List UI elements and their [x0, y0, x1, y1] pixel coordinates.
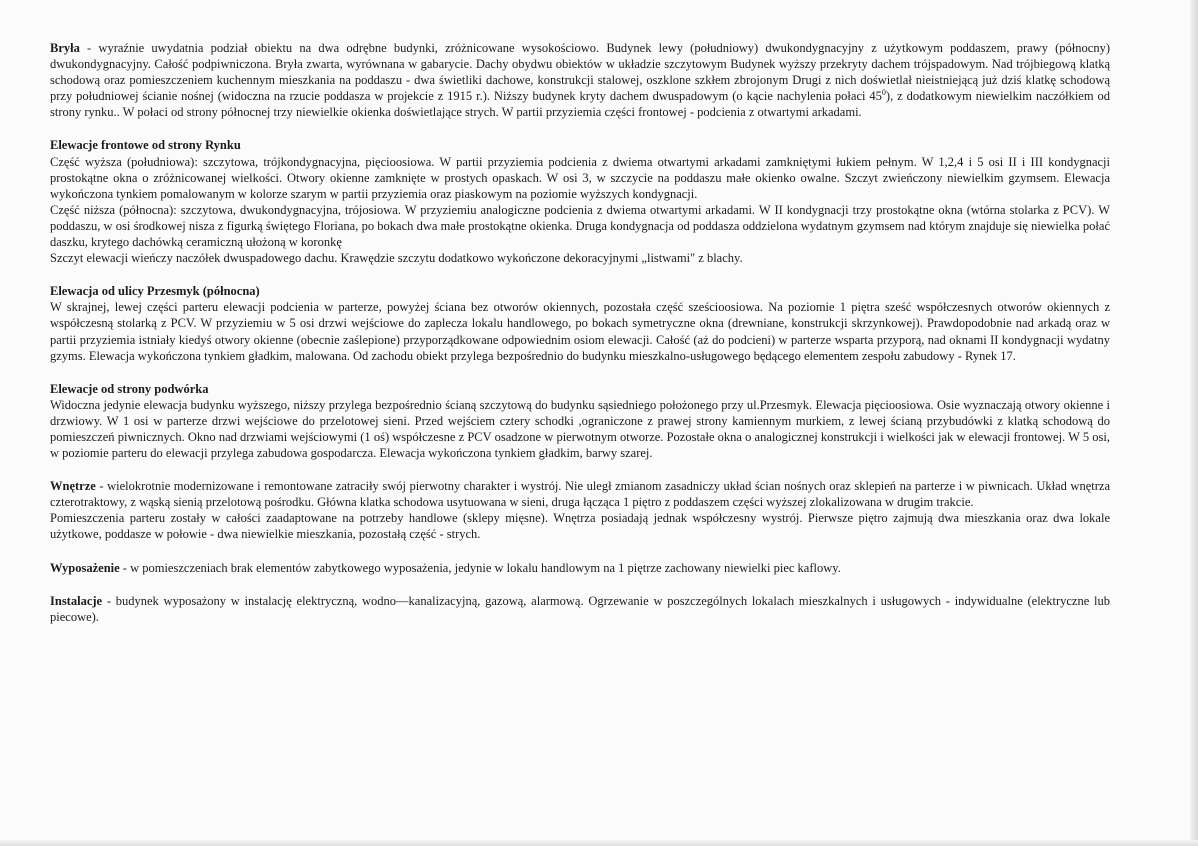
- paragraph: Część niższa (północna): szczytowa, dwukondygnacyjna, trójosiowa. W przyziemiu analogiczne podcienia z dwiema otwartymi arkadami. W II kondygnacji trzy prostokątne okna (wtórna stolarka z PCV). W poddaszu, w osi środkowej nisza z figurką świętego Floriana, po bokach dwa małe prostokątne okienka. Druga kondygnacja od poddasza oddzielona wydatnym gzymsem nad którym znajduje się niewielka połać daszku, krytego dachówką ceramiczną ułożoną w koronkę: [50, 202, 1110, 250]
- paragraph: [50, 478, 1110, 510]
- section-elewacja-przesmyk: [50, 283, 1110, 363]
- paragraph: Pomieszczenia parteru zostały w całości zaadaptowane na potrzeby handlowe (sklepy mięsne). Wnętrza posiadają jednak współczesny wystrój. Pierwsze piętro zajmują dwa mieszkania oraz dwa lokale użytkowe, poddasze w połowie - dwa niewielkie mieszkania, pozostałą część - strych.: [50, 511, 1110, 542]
- paragraph: W skrajnej, lewej części parteru elewacji podcienia w parterze, powyżej ściana bez otworów okiennych, pozostała część sześcioosiowa. Na poziomie 1 piętra sześć współczesnych otworów okiennych z współczesną stolarką z PCV. W przyziemiu w 5 osi drzwi wejściowe do zaplecza lokalu handlowego, po bokach symetryczne okna (drewniane, konstrukcji skrzynkowej). Prawdopodobnie nad arkadą oraz w partii przyziemia istniały kiedyś otwory okienne (obecnie zaślepione) przyporządkowane odpowiednim osiom elewacji. Całość (aż do podcieni) w parterze wsparta przyporą, nad oknami II kondygnacji wydatny gzyms. Elewacja wykończona tynkiem gładkim, malowana. Od zachodu obiekt przylega bezpośrednio do budynku mieszkalno-usługowego będącego elementem zespołu zabudowy - Rynek 17.: [50, 300, 1110, 363]
- section-heading: Elewacje od strony podwórka: [50, 381, 209, 396]
- paragraph: [50, 40, 1110, 120]
- section-bryla: [50, 40, 1110, 120]
- paragraph-text: - wyraźnie uwydatnia podział obiektu na dwa odrębne budynki, zróżnicowane wysokościowo. Budynek lewy (południowy) dwukondygnacyjny z użytkowym poddaszem, prawy (północny) dwukondygnacyjny. Całość podpiwniczona. Bryła zwarta, wyrównana w gabarycie. Dachy obydwu obiektów w układzie szczytowym Budynek wyższy przekryty dachem trójspadowym. Nad trójbiegową klatką schodową oraz pomieszczeniem kuchennym mieszkania na poddaszu - dwa świetliki dachowe, konstrukcji stalowej, oszklone szkłem zbrojonym Drugi z nich doświetlał nieistniejącą już dziś klatkę schodową przy południowej ścianie nośnej (widoczna na rzucie poddasza w projekcie z 1915 r.). Niższy budynek kryty dachem dwuspadowym (o kącie nachylenia połaci 45: [50, 41, 1110, 104]
- section-elewacje-frontowe: [50, 137, 1110, 266]
- section-heading: Instalacje: [50, 593, 103, 608]
- paragraph: [50, 593, 1110, 625]
- paragraph: Szczyt elewacji wieńczy naczółek dwuspadowego dachu. Krawędzie szczytu dodatkowo wykończone dekoracyjnymi „listwami" z blachy.: [50, 251, 743, 266]
- section-elewacje-podworko: [50, 381, 1110, 461]
- section-wyposazenie: [50, 560, 1110, 576]
- scan-edge-shadow: [1190, 0, 1198, 846]
- paragraph: Część wyższa (południowa): szczytowa, trójkondygnacyjna, pięcioosiowa. W partii przyziemia podcienia z dwiema otwartymi arkadami zamkniętymi łukiem pełnym. W 1,2,4 i 5 osi II i III kondygnacji prostokątne okna o zróżnicowanej wielkości. Otwory okienne zamknięte w prostych opaskach. W osi 3, w szczycie na poddaszu małe okienko owalne. Szczyt zwieńczony niewielkim gzymsem. Elewacja wykończona tynkiem pomalowanym w kolorze szarym w partii przyziemia oraz piaskowym na poziomie wyższych kondygnacji.: [50, 154, 1110, 201]
- paragraph-text: ), z dodatkowym niewielkim naczółkiem od strony rynku.. W połaci od strony północnej trzy niewielkie okienka doświetlające strych. W partii przyziemia części frontowej - podcienia z otwartymi arkadami.: [50, 89, 1110, 120]
- paragraph: [50, 560, 1110, 576]
- paragraph-text: - w pomieszczeniach brak elementów zabytkowego wyposażenia, jedynie w lokalu handlowym na 1 piętrze zachowany niewielki piec kaflowy.: [119, 560, 841, 575]
- section-heading: Bryła: [50, 41, 80, 55]
- paragraph: Widoczna jedynie elewacja budynku wyższego, niższy przylega bezpośrednio ścianą szczytową do budynku sąsiedniego położonego przy ul.Przesmyk. Elewacja pięcioosiowa. Osie wyznaczają otwory okienne i drzwiowy. W 1 osi w parterze drzwi wejściowe do przelotowej sieni. Przed wejściem cztery schodki ,ograniczone z prawej strony kamiennym murkiem, z lewej ścianą przybudówki z klatką schodową do pomieszczeń piwnicznych. Okno nad drzwiami wejściowymi (1 oś) współczesne z PCV osadzone w pierwotnym otworze. Pozostałe okna o analogicznej konstrukcji i wielkości jak w elewacji frontowej. W 5 osi, w poziomie parteru do elewacji przylega zabudowa gospodarcza. Elewacja wykończona tynkiem gładkim, barwy szarej.: [50, 397, 1110, 461]
- section-heading: Wyposażenie: [50, 560, 120, 575]
- section-heading: Elewacja od ulicy Przesmyk (północna): [50, 284, 260, 299]
- degree-superscript: 0: [881, 88, 886, 98]
- section-wnetrze: [50, 478, 1110, 542]
- paragraph-text: - budynek wyposażony w instalację elektryczną, wodno—kanalizacyjną, gazową, alarmową. Ogrzewanie w poszczególnych lokalach mieszkalnych i usługowych - indywidualne (elektryczne lub piecowe).: [50, 593, 1110, 624]
- section-heading: Wnętrze: [50, 479, 96, 494]
- section-heading: Elewacje frontowe od strony Rynku: [50, 138, 241, 153]
- paragraph-text: - wielokrotnie modernizowane i remontowane zatraciły swój pierwotny charakter i wystrój. Nie uległ zmianom zasadniczy układ ścian nośnych oraz sklepień na parterze i w piwnicach. Układ wnętrza czterotraktowy, z wąską sienią przelotową pośrodku. Główna klatka schodowa usytuowana w sieni, druga łącząca 1 piętro z poddaszem części wyższej zlokalizowana w drugim trakcie.: [50, 479, 1110, 510]
- scan-edge-shadow: [0, 840, 1198, 846]
- section-instalacje: [50, 593, 1110, 625]
